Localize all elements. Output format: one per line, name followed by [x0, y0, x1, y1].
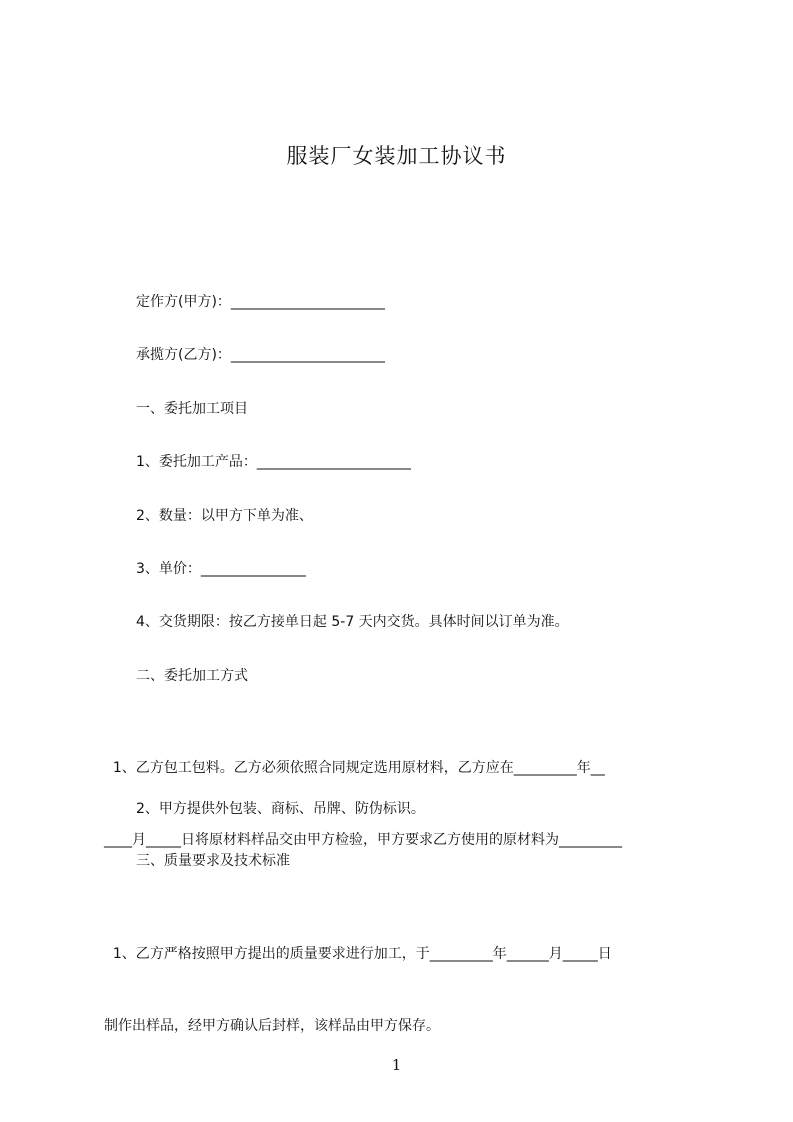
item-1-2: 2、数量：以甲方下单为准、 [136, 508, 313, 524]
page-title: 服装厂女装加工协议书 [286, 144, 507, 168]
party-b-line: 承揽方(乙方)：______________________ [136, 347, 385, 363]
item-1-1: 1、委托加工产品：______________________ [136, 454, 411, 470]
item-2-1-line-1: 1、乙方包工包料。乙方必须依照合同规定选用原材料，乙方应在_________年__ [104, 760, 605, 776]
page-number: 1 [391, 1056, 402, 1074]
party-a-line: 定作方(甲方)：______________________ [136, 294, 385, 310]
item-2-2: 2、甲方提供外包装、商标、吊牌、防伪标识。 [136, 801, 425, 817]
section-heading-3: 三、质量要求及技术标准 [136, 853, 290, 869]
item-2-1-line-2: ____月_____日将原材料样品交由甲方检验，甲方要求乙方使用的原材料为_________ [104, 832, 622, 848]
item-3-1-line-2: 制作出样品，经甲方确认后封样，该样品由甲方保存。 [104, 1018, 440, 1034]
item-1-3: 3、单价：_______________ [136, 561, 306, 577]
item-3-1-line-1: 1、乙方严格按照甲方提出的质量要求进行加工，于_________年______月_____日 [104, 946, 612, 962]
item-1-4: 4、交货期限：按乙方接单日起 5-7 天内交货。具体时间以订单为准。 [136, 614, 569, 630]
section-heading-1: 一、委托加工项目 [136, 401, 248, 417]
section-heading-2: 二、委托加工方式 [136, 668, 248, 684]
item-3-1 [104, 904, 704, 1068]
